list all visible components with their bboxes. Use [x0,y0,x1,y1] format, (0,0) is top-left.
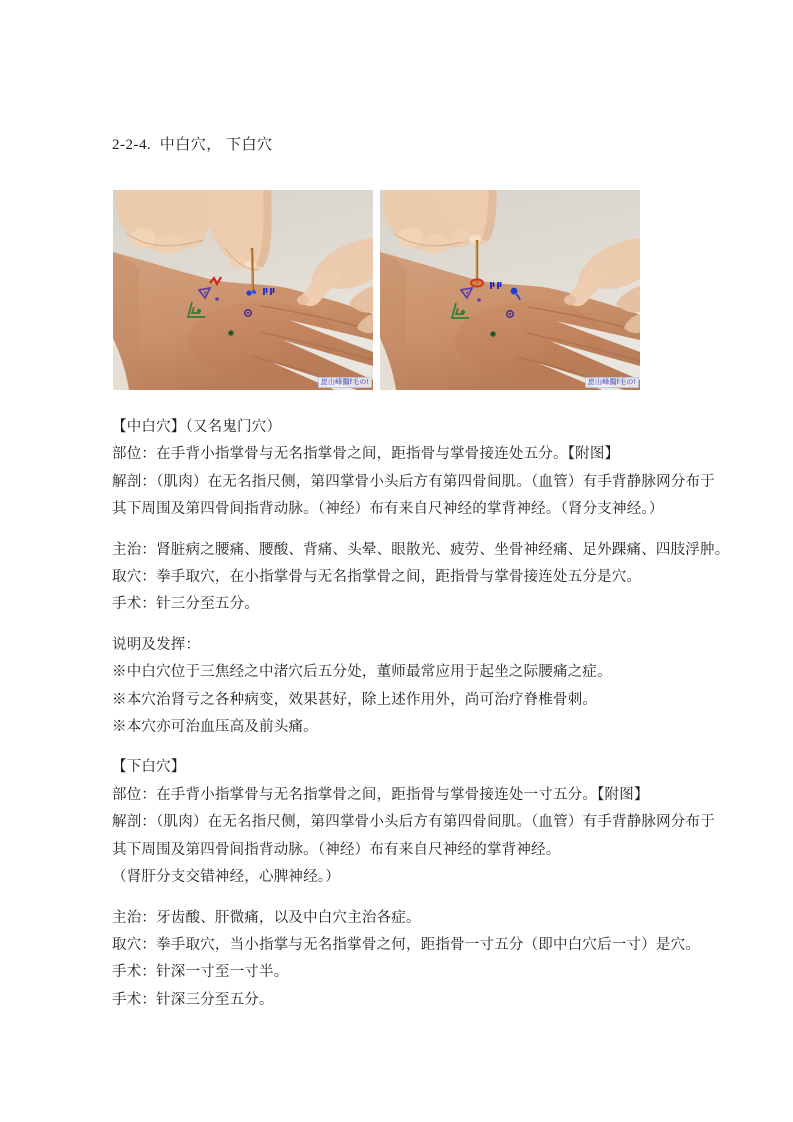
text-line: ※本穴治肾亏之各种病变，效果甚好，除上述作用外，尚可治疗脊椎骨刺。 [112,691,598,708]
photo-watermark: 崑山峰醫f毛の! [585,377,639,388]
text-line: 主治：牙齿酸、肝微痛，以及中白穴主治各症。 [112,909,421,926]
text-line: 其下周围及第四骨间指背动脉。（神经）布有来自尺神经的掌背神经。（肾分支神经。） [112,501,664,518]
section-heading: 2-2-4. 中白穴， 下白穴 [112,137,273,153]
text-line: ※中白穴位于三焦经之中渚穴后五分处，董师最常应用于起坐之际腰痛之症。 [112,664,612,681]
needle [476,240,477,283]
text-line: 取穴：拳手取穴，在小指掌骨与无名指掌骨之间，距指骨与掌骨接连处五分是穴。 [112,569,642,586]
paragraph-xiabai-indications [112,905,702,1015]
hand-photo-illustration [380,190,640,390]
text-line: 手术：针三分至五分。 [112,596,259,613]
blue-point-mark [246,290,251,295]
figure-row [113,190,640,390]
text-line: 部位：在手背小指掌骨与无名指掌骨之间，距指骨与掌骨接连处五分。【附图】 [112,446,620,463]
text-line: 解剖：（肌肉）在无名指尺侧，第四掌骨小头后方有第四骨间肌。（血管）有手背静脉网分布于 [112,473,715,490]
hand-photo-illustration [113,190,373,390]
text-line: 主治：肾脏病之腰痛、腰酸、背痛、头晕、眼散光、疲劳、坐骨神经痛、足外踝痛、四肢浮肿。 [112,541,730,558]
text-line: 取穴：拳手取穴，当小指掌与无名指掌骨之何，距指骨一寸五分（即中白穴后一寸）是穴。 [112,936,700,953]
purple-dot-mark [215,297,219,301]
text-line: 部位：在手背小指掌骨与无名指掌骨之间，距指骨与掌骨接连处一寸五分。【附图】 [112,786,649,803]
text-line: 说明及发挥： [112,636,201,653]
body-text [112,414,730,1027]
text-line: 手术：针深一寸至一寸半。 [112,964,289,981]
figure-xiabai-photo [380,190,640,390]
purple-dot-mark [477,298,481,302]
text-line: 手术：针深三分至五分。 [112,991,274,1008]
text-line: 【下白穴】 [112,759,186,776]
figure-zhongbai-photo [113,190,373,390]
blue-point-mark [511,288,518,295]
paragraph-zhongbai-notes [112,632,702,742]
text-line: （肾肝分支交错神经，心脾神经。） [112,869,340,886]
text-line: 【中白穴】（又名鬼门穴） [112,419,282,435]
paragraph-xiabai-intro [112,754,715,891]
text-line: 其下周围及第四骨间指背动脉。（神经）布有来自尺神经的掌背神经。 [112,841,561,858]
paragraph-zhongbai-indications [112,537,730,619]
red-ring-mark [471,279,483,286]
text-line: 解剖：（肌肉）在无名指尺侧，第四掌骨小头后方有第四骨间肌。（血管）有手背静脉网分布于 [112,814,715,831]
photo-watermark: 崑山峰醫f毛の! [318,377,372,388]
paragraph-zhongbai-intro [112,414,715,524]
text-line: ※本穴亦可治血压高及前头痛。 [112,719,318,736]
